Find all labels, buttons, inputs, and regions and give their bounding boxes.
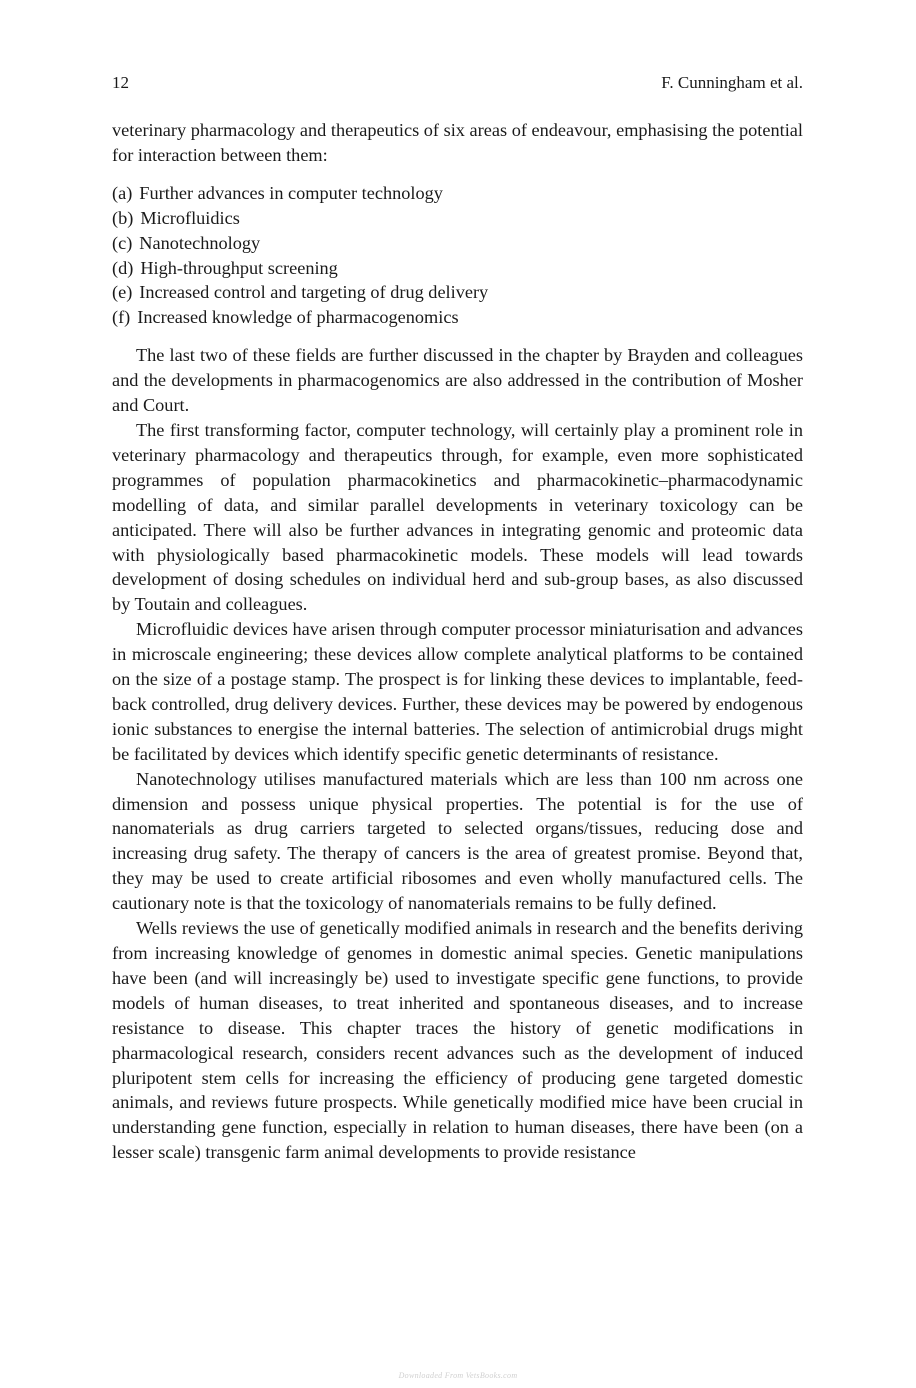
list-item	[112, 206, 803, 231]
list-marker: (f)	[112, 307, 131, 328]
paragraph: Wells reviews the use of genetically modified animals in research and the benefits deriving from increasing knowledge of genomes in domestic animal species. Genetic manipulations have been (and will increasingly be) used to investigate specific gene functions, to provide models of human diseases, to treat inherited and spontaneous diseases, and to increase resistance to disease. This chapter traces the history of genetic modifications in pharmacological research, considers recent advances such as the development of induced pluripotent stem cells for increasing the efficiency of producing gene targeted domestic animals, and reviews future prospects. While genetically modified mice have been crucial in understanding gene function, especially in relation to human diseases, there have been (on a lesser scale) transgenic farm animal developments to provide resistance	[112, 918, 803, 1163]
list-item	[112, 305, 803, 330]
list-item	[112, 181, 803, 206]
list-marker: (d)	[112, 257, 134, 278]
list-item-text: High-throughput screening	[140, 257, 338, 278]
download-watermark: Downloaded From VetsBooks.com	[398, 1371, 518, 1380]
intro-paragraph: veterinary pharmacology and therapeutics of six areas of endeavour, emphasising the potential for interaction between them:	[112, 120, 803, 165]
list-item-text: Nanotechnology	[139, 232, 261, 253]
list-item	[112, 231, 803, 256]
paragraph: Microfluidic devices have arisen through computer processor miniaturisation and advances in microscale engineering; these devices allow complete analytical platforms to be contained on the size of a postage stamp. The prospect is for linking these devices to implantable, feed-back controlled, drug delivery devices. Further, these devices may be powered by endogenous ionic substances to energise the internal batteries. The selection of antimicrobial drugs might be facilitated by devices which identify specific genetic determinants of resistance.	[112, 619, 803, 764]
list-item-text: Further advances in computer technology	[139, 182, 443, 203]
list-marker: (a)	[112, 182, 133, 203]
list-item-text: Microfluidics	[140, 207, 240, 228]
page-number: 12	[112, 73, 129, 92]
paragraph: The first transforming factor, computer technology, will certainly play a prominent role in veterinary pharmacology and therapeutics through, for example, even more sophisticated programmes of population pharmacokinetics and pharmacokinetic–pharmacodynamic modelling of data, and similar parallel developments in veterinary toxicology can be anticipated. There will also be further advances in integrating genomic and proteomic data with physiologically based pharmacokinetic models. These models will lead towards development of dosing schedules on individual herd and sub-group bases, as also discussed by Toutain and colleagues.	[112, 419, 803, 615]
fields-list	[112, 181, 803, 330]
running-head-authors: F. Cunningham et al.	[661, 73, 803, 92]
paragraph: Nanotechnology utilises manufactured materials which are less than 100 nm across one dimension and possess unique physical properties. The potential is for the use of nanomaterials as drug carriers targeted to selected organs/tissues, reducing dose and increasing drug safety. The therapy of cancers is the area of greatest promise. Beyond that, they may be used to create artificial ribosomes and even wholly manufactured cells. The cautionary note is that the toxicology of nanomaterials remains to be fully defined.	[112, 768, 803, 914]
list-marker: (b)	[112, 207, 134, 228]
list-marker: (c)	[112, 232, 133, 253]
list-item	[112, 256, 803, 281]
list-item-text: Increased knowledge of pharmacogenomics	[137, 307, 459, 328]
running-header	[112, 72, 803, 94]
list-item	[112, 280, 803, 305]
list-marker: (e)	[112, 282, 133, 303]
list-item-text: Increased control and targeting of drug delivery	[139, 282, 489, 303]
paragraph: The last two of these fields are further discussed in the chapter by Brayden and colleagues and the developments in pharmacogenomics are also addressed in the contribution of Mosher and Court.	[112, 345, 803, 416]
body-text	[112, 118, 803, 1165]
